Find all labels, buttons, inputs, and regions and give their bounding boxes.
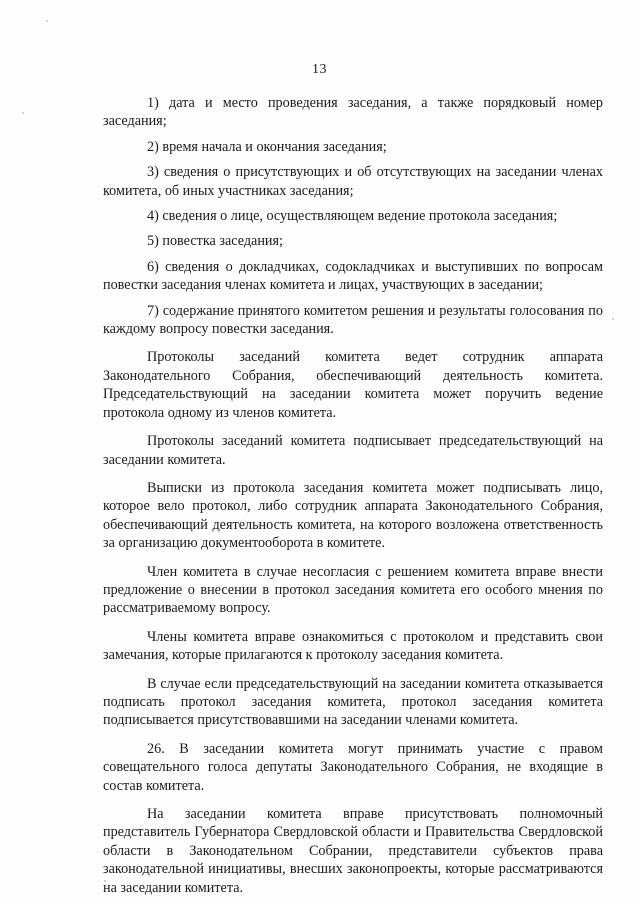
- scan-speck: [46, 20, 48, 22]
- section-26: 26. В заседании комитета могут принимать участие с правом совещательного голоса депутаты Законодательного Собрания, не входящие в состав комитета.: [103, 740, 603, 794]
- list-item-secretary: 4) сведения о лице, осуществляющем ведение протокола заседания;: [147, 208, 558, 225]
- paragraph-review: Члены комитета вправе ознакомиться с протоколом и представить свои замечания, которые прилагаются к протоколу заседания комитета.: [103, 628, 603, 664]
- page-number: 13: [312, 62, 327, 77]
- document-body: [103, 94, 603, 897]
- paragraph-minutes-signing: Протоколы заседаний комитета подписывает председательствующий на заседании комитета.: [103, 433, 603, 468]
- list-item-attendance: 3) сведения о присутствующих и об отсутствующих на заседании членах комитета, об иных участниках заседания;: [103, 164, 603, 199]
- list-item-speakers: 6) сведения о докладчиках, содокладчиках и выступивших по вопросам повестки заседания членах комитета и лицах, участвующих в заседании;: [103, 258, 603, 294]
- list-item-agenda: 5) повестка заседания;: [147, 233, 283, 250]
- paragraph-representatives: На заседании комитета вправе присутствовать полномочный представитель Губернатора Свердловской области и Правительства Свердловской области в Законодательном Собрании, представители субъектов права законодательной инициативы, внесших законопроекты, которые рассматриваются на заседании комитета.: [103, 806, 603, 896]
- list-item-decision: 7) содержание принятого комитетом решения и результаты голосования по каждому вопросу повестки заседания.: [103, 302, 603, 338]
- paragraph-minutes-keeping: Протоколы заседаний комитета ведет сотрудник аппарата Законодательного Собрания, обеспечивающий деятельность комитета. Председательствующий на заседании комитета может поручить ведение протокола одному из членов комитета.: [103, 349, 603, 421]
- paragraph-dissent: Член комитета в случае несогласия с решением комитета вправе внести предложение о внесении в протокол заседания комитета его особого мнения по рассматриваемому вопросу.: [103, 563, 603, 617]
- list-item-date-place: 1) дата и место проведения заседания, а также порядковый номер заседания;: [103, 95, 603, 130]
- paragraph-refusal: В случае если председательствующий на заседании комитета отказывается подписать протокол заседания комитета, протокол заседания комитета подписывается присутствовавшими на заседании членами комитета.: [103, 675, 603, 729]
- list-item-time: 2) время начала и окончания заседания;: [147, 138, 387, 155]
- paragraph-extracts: Выписки из протокола заседания комитета может подписывать лицо, которое вело протокол, либо сотрудник аппарата Законодательного Собрания, обеспечивающий деятельность комитета, на которого возложена ответственность за организацию документооборота в комитете.: [103, 479, 603, 552]
- scan-speck: [22, 112, 24, 114]
- scan-speck: [612, 318, 614, 320]
